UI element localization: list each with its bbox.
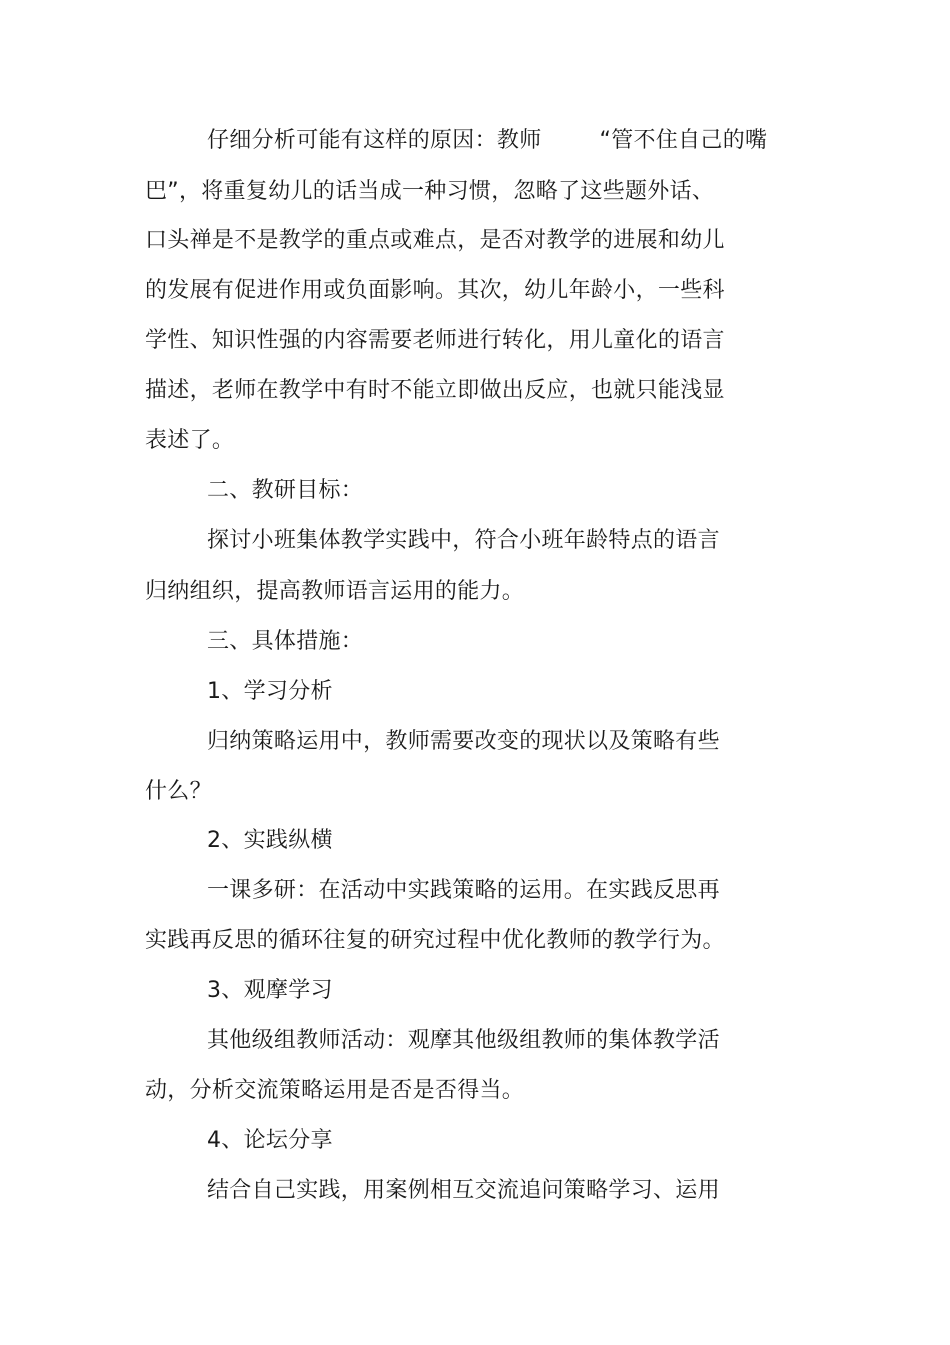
subsection-heading: 4、论坛分享 — [207, 1128, 333, 1153]
paragraph-line: 学性、知识性强的内容需要老师进行转化，用儿童化的语言 — [145, 328, 725, 353]
paragraph-line: 表述了。 — [145, 428, 235, 453]
text-segment: “管不住自己的嘴 — [599, 128, 768, 153]
text-segment: 仔细分析可能有这样的原因：教师 — [207, 128, 542, 153]
paragraph-line — [207, 126, 767, 156]
paragraph-line: 动，分析交流策略运用是否是否得当。 — [145, 1078, 525, 1103]
subsection-heading: 2、实践纵横 — [207, 828, 333, 853]
paragraph-line: 口头禅是不是教学的重点或难点，是否对教学的进展和幼儿 — [145, 228, 725, 253]
paragraph-line: 结合自己实践，用案例相互交流追问策略学习、运用 — [207, 1178, 720, 1203]
section-heading: 三、具体措施： — [207, 629, 364, 654]
subsection-heading: 1、学习分析 — [207, 679, 333, 704]
paragraph-line: 探讨小班集体教学实践中，符合小班年龄特点的语言 — [207, 528, 720, 553]
subsection-heading: 3、观摩学习 — [207, 978, 333, 1003]
paragraph-line: 一课多研：在活动中实践策略的运用。在实践反思再 — [207, 878, 720, 903]
paragraph-line: 归纳策略运用中，教师需要改变的现状以及策略有些 — [207, 729, 720, 754]
paragraph-line: 的发展有促进作用或负面影响。其次，幼儿年龄小，一些科 — [145, 278, 725, 303]
paragraph-line: 其他级组教师活动：观摩其他级组教师的集体教学活 — [207, 1028, 720, 1053]
paragraph-line: 实践再反思的循环往复的研究过程中优化教师的教学行为。 — [145, 928, 725, 953]
section-heading: 二、教研目标： — [207, 478, 364, 503]
paragraph-line: 巴”，将重复幼儿的话当成一种习惯，忽略了这些题外话、 — [145, 179, 715, 204]
paragraph-line: 什么？ — [145, 779, 212, 804]
paragraph-line: 归纳组织，提高教师语言运用的能力。 — [145, 579, 525, 604]
paragraph-line: 描述，老师在教学中有时不能立即做出反应，也就只能浅显 — [145, 378, 725, 403]
